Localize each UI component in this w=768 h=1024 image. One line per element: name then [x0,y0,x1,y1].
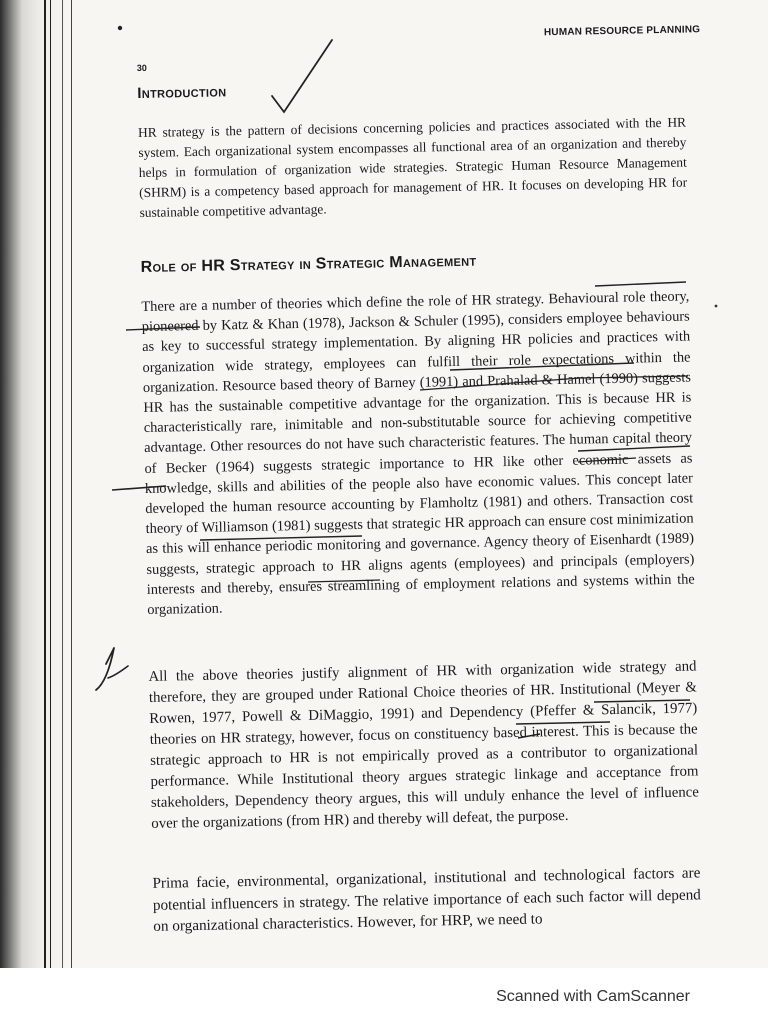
scanner-watermark: Scanned with CamScanner [496,988,690,1005]
binding-line [71,0,72,968]
binding-line [62,0,63,968]
ink-dot [715,305,718,308]
book-binding-shadow [0,0,100,968]
role-paragraph-3: Prima facie, environmental, organizational, institutional and technological factors are potential influencers in strategy. The relative importance of each such factor will depend on organizational characteristics. However, for HRP, we need to [152,864,701,935]
role-heading: Role of HR Strategy in Strategic Management [140,252,477,277]
role-paragraph-1: There are a number of theories which define the role of HR strategy. Behavioural role theory, pioneered by Katz & Khan (1978), Jackson & Schuler (1995), considers employee behaviours as key to successful strategy implementation. By aligning HR policies and practices with organization wide strategy, employees can fulfill their role expectations within the organization. Resource based theory of Barney (1991) and Prahalad & Hamel (1990) suggests HR has the sustainable competitive advantage for the organization. This is because HR is characteristically rare, inimitable and non-substitutable source for achieving competitive advantage. Other resources do not have such characteristic features. The human capital theory of Becker (1964) suggests strategic importance to HR like other economic assets as knowledge, skills and abilities of the people also have economic values. This concept later developed the human resource accounting by Flamholtz (1981) and others. Transaction cost theory of Williamson (1981) suggests that strategic HR approach can ensure cost minimization as this will enhance periodic monitoring and governance. Agency theory of Eisenhardt (1989) suggests, strategic approach to HR aligns agents (employees) and principals (employers) interests and thereby, ensures streamlining of employment relations and systems within the organization. [141,288,695,619]
binding-line [44,0,46,968]
book-page [100,16,718,967]
page-number: 30 [136,62,147,74]
introduction-heading: Introduction [137,83,227,103]
role-paragraph-2: All the above theories justify alignment of HR with organization wide strategy and therefore, they are grouped under Rational Choice theories of HR. Institutional (Meyer & Rowen, 1977, Powell & DiMaggio, 1991) and Dependency (Pfeffer & Salancik, 1977) theories on HR strategy, however, focus on constituency based interest. This is because the strategic approach to HR is not empirically proved as a contributor to organizational performance. While Institutional theory argues strategic linkage and acceptance from stakeholders, Dependency theory argues, this will unduly enhance the level of influence over the organizations (from HR) and thereby will defeat, the purpose. [148,658,699,832]
running-head: HUMAN RESOURCE PLANNING [543,24,701,39]
introduction-paragraph: HR strategy is the pattern of decisions concerning policies and practices associated with the HR system. Each organizational system encompasses all functional area of an organization and thereby helps in formulation of organization wide strategies. Strategic Human Resource Management (SHRM) is a competency based approach for management of HR. It focuses on developing HR for sustainable competitive advantage. [137,114,688,221]
binding-line [50,0,51,968]
